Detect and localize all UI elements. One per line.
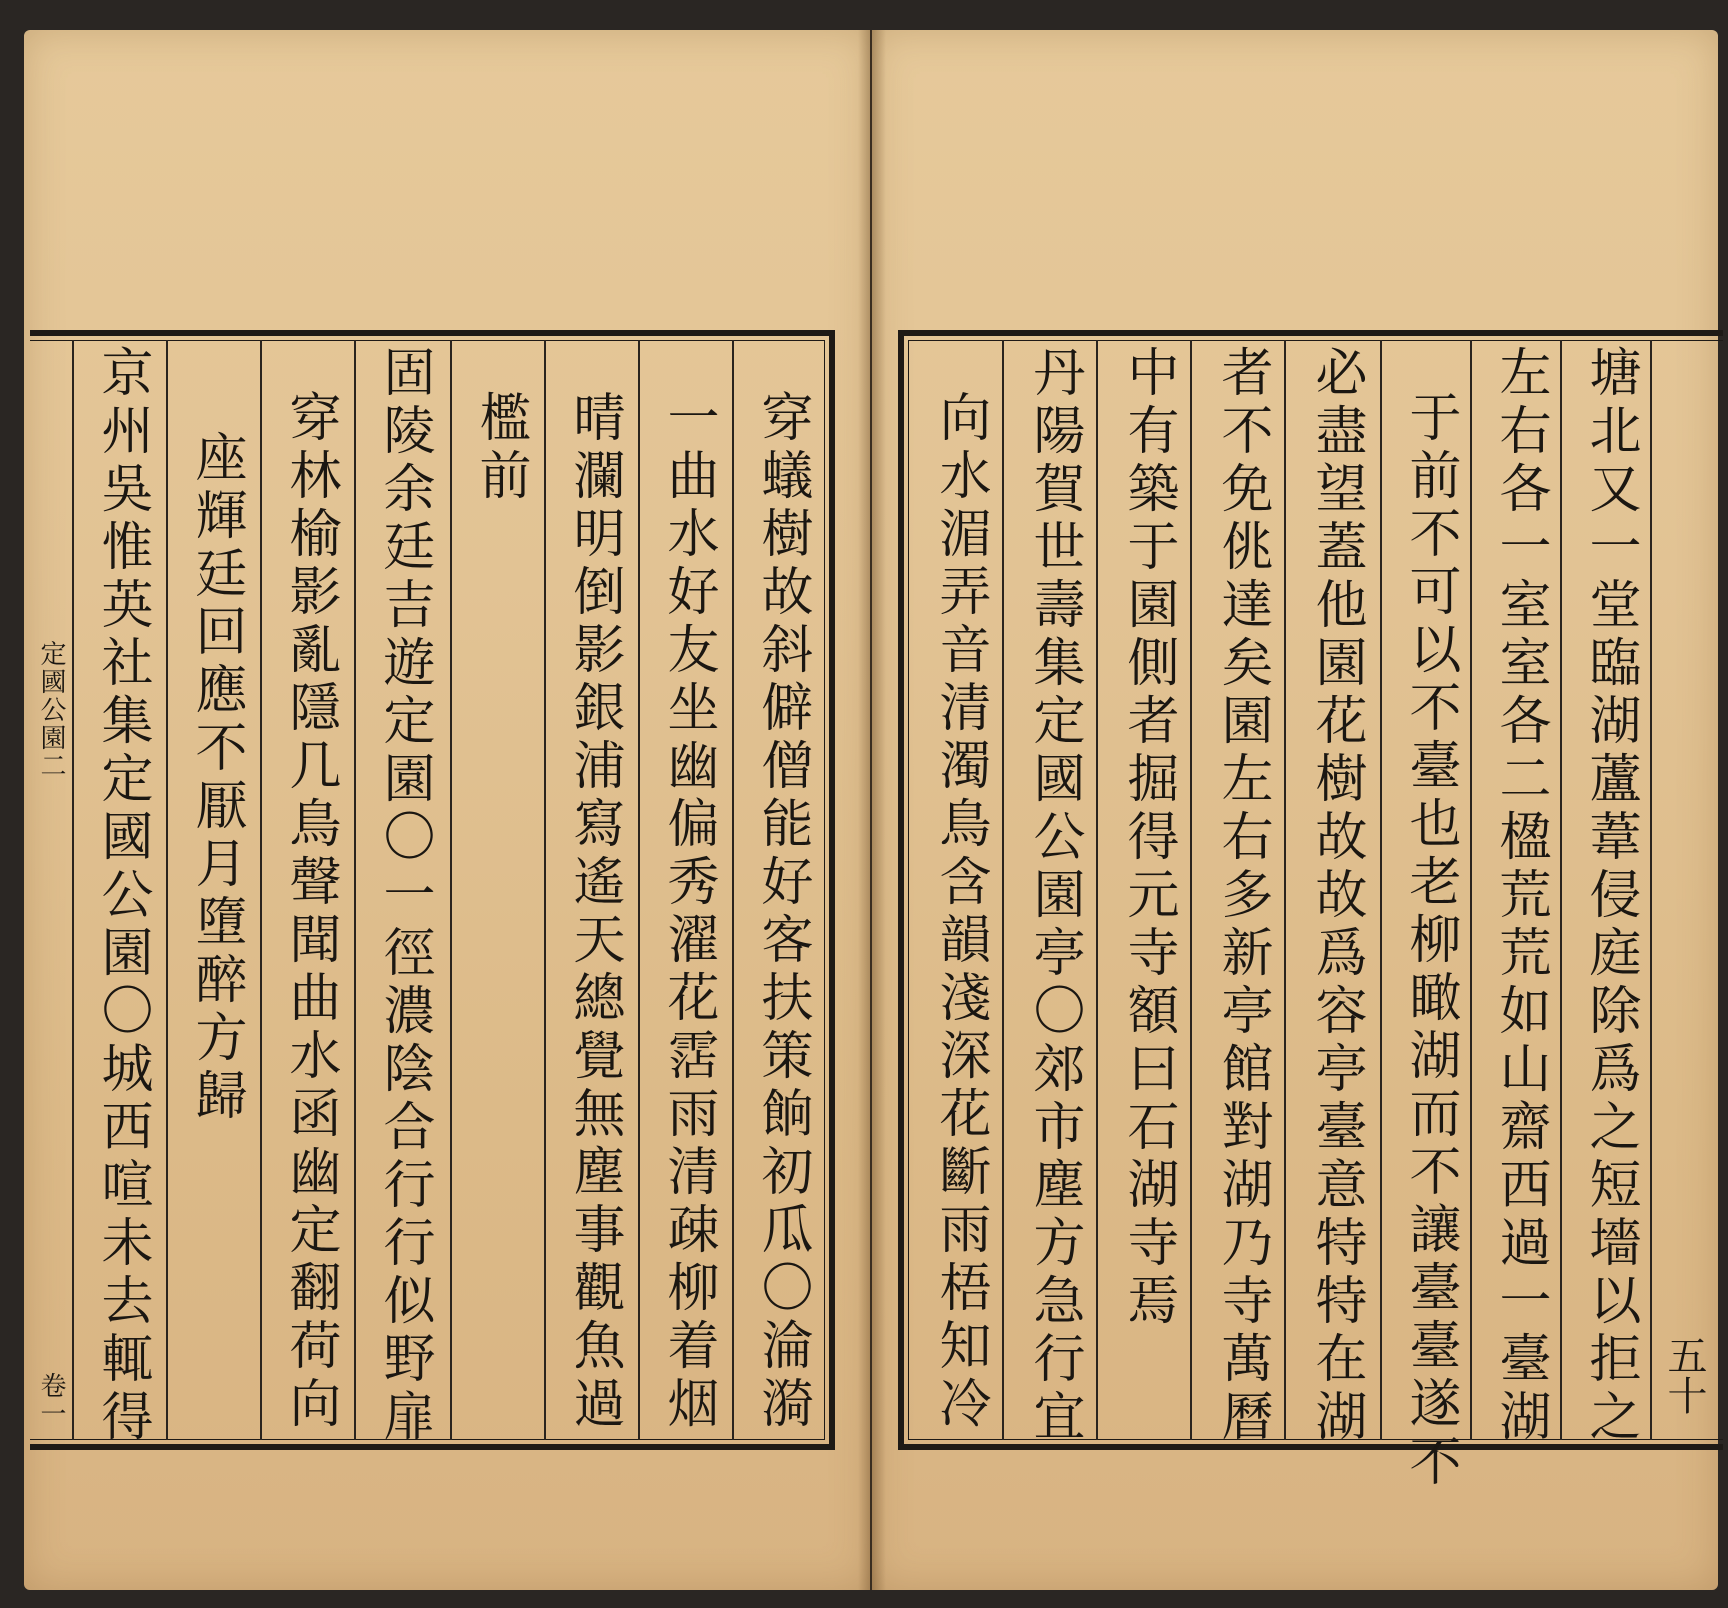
column-rule [638,340,640,1440]
book-gutter [858,30,886,1590]
column-rule [166,340,168,1440]
text-column: 丹陽賀世壽集定國公園亭〇郊市塵方急行宜 [1024,345,1084,1447]
page-folio: 五十 [1661,1335,1707,1415]
text-column: 左右各一室室各二楹荒荒如山齋西過一臺湖 [1490,345,1550,1447]
text-column: 必盡望蓋他園花樹故故爲容亭臺意特特在湖 [1306,345,1366,1447]
column-rule [732,340,734,1440]
margin-title: 定國公園二 [36,640,66,780]
column-rule [72,340,74,1440]
column-rule [354,340,356,1440]
text-column: 穿蟻樹故斜僻僧能好客扶策餉初瓜〇淪漪 [752,390,812,1434]
column-rule [450,340,452,1440]
text-column: 塘北又一堂臨湖蘆葦侵庭除爲之短墻以拒之 [1580,345,1640,1447]
text-column: 穿林榆影亂隱几鳥聲聞曲水函幽定翻荷向 [280,390,340,1434]
text-column: 一曲水好友坐幽偏秀濯花霑雨清疎柳着烟 [658,390,718,1434]
margin-juan: 卷一 [36,1372,66,1428]
column-rule [544,340,546,1440]
text-column: 向水湄弄音清濁鳥含韻淺深花斷雨梧知冷 [930,390,990,1434]
column-rule [260,340,262,1440]
text-column: 座輝廷回應不厭月墮醉方歸 [186,430,246,1126]
column-rule [1002,340,1004,1440]
column-rule [1650,340,1652,1440]
column-rule [1380,340,1382,1440]
text-column: 晴瀾明倒影銀浦寫遙天總覺無塵事觀魚過 [564,390,624,1434]
text-column: 京州吳惟英社集定國公園〇城西喧未去輒得 [92,345,152,1447]
column-rule [1560,340,1562,1440]
text-column: 中有築于園側者掘得元寺額曰石湖寺焉 [1118,345,1178,1331]
text-column: 于前不可以不臺也老柳瞰湖而不讓臺臺遂不 [1400,390,1460,1492]
column-rule [1470,340,1472,1440]
column-rule [1284,340,1286,1440]
text-column: 固陵余廷吉遊定園〇一徑濃陰合行行似野扉 [374,345,434,1447]
column-rule [1190,340,1192,1440]
column-rule [1096,340,1098,1440]
text-column: 者不免佻達矣園左右多新亭館對湖乃寺萬曆 [1212,345,1272,1447]
text-column: 檻前 [470,390,530,506]
